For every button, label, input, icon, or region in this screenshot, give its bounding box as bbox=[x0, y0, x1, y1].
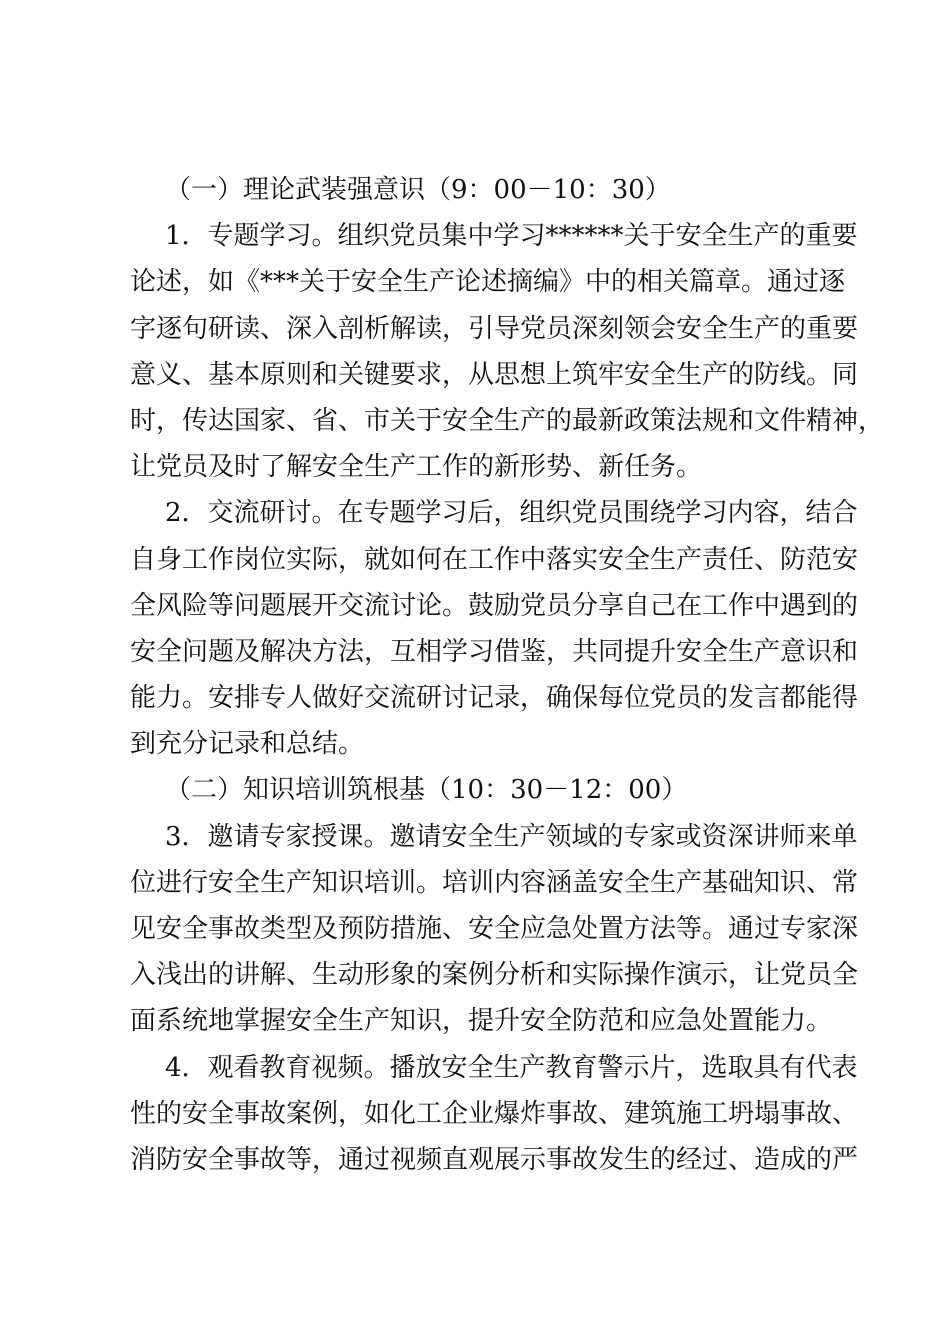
paragraph-line: 让党员及时了解安全生产工作的新形势、新任务。 bbox=[130, 452, 703, 483]
paragraph-line: 消防安全事故等，通过视频直观展示事故发生的经过、造成的严 bbox=[130, 1144, 859, 1175]
paragraph-line: 3．邀请专家授课。邀请安全生产领域的专家或资深讲师来单 bbox=[165, 821, 858, 852]
paragraph-line: 入浅出的讲解、生动形象的案例分析和实际操作演示，让党员全 bbox=[130, 960, 859, 991]
paragraph-line: 4．观看教育视频。播放安全生产教育警示片，选取具有代表 bbox=[165, 1052, 858, 1083]
paragraph-line: 到充分记录和总结。 bbox=[130, 729, 365, 760]
paragraph-line: 全风险等问题展开交流讨论。鼓励党员分享自己在工作中遇到的 bbox=[130, 590, 859, 621]
section-heading bbox=[130, 767, 836, 813]
section-heading bbox=[130, 167, 836, 213]
paragraph-line: 论述，如《***关于安全生产论述摘编》中的相关篇章。通过逐 bbox=[130, 267, 846, 298]
paragraph-line: 面系统地掌握安全生产知识，提升安全防范和应急处置能力。 bbox=[130, 1006, 833, 1037]
document-body bbox=[130, 167, 885, 1183]
paragraph-line: 能力。安排专人做好交流研讨记录，确保每位党员的发言都能得 bbox=[130, 683, 859, 714]
paragraph-line: 性的安全事故案例，如化工企业爆炸事故、建筑施工坍塌事故、 bbox=[130, 1098, 859, 1129]
heading-text: （一）理论武装强意识（9：00－10：30） bbox=[165, 175, 671, 205]
paragraph-line: 1．专题学习。组织党员集中学习******关于安全生产的重要 bbox=[165, 221, 858, 252]
paragraph-line: 见安全事故类型及预防措施、安全应急处置方法等。通过专家深 bbox=[130, 914, 859, 944]
paragraph-line: 2．交流研讨。在专题学习后，组织党员围绕学习内容，结合 bbox=[165, 498, 858, 529]
paragraph bbox=[130, 213, 885, 490]
paragraph-line: 位进行安全生产知识培训。培训内容涵盖安全生产基础知识、常 bbox=[130, 867, 859, 898]
paragraph bbox=[130, 814, 859, 1045]
paragraph-line: 字逐句研读、深入剖析解读，引导党员深刻领会安全生产的重要 bbox=[130, 313, 859, 344]
paragraph-line: 时，传达国家、省、市关于安全生产的最新政策法规和文件精神， bbox=[130, 405, 885, 436]
paragraph-line: 意义、基本原则和关键要求，从思想上筑牢安全生产的防线。同 bbox=[130, 359, 859, 390]
paragraph-line: 自身工作岗位实际，就如何在工作中落实安全生产责任、防范安 bbox=[130, 544, 859, 575]
heading-text: （二）知识培训筑根基（10：30－12：00） bbox=[165, 775, 688, 806]
paragraph-line: 安全问题及解决方法，互相学习借鉴，共同提升安全生产意识和 bbox=[130, 636, 859, 667]
paragraph bbox=[130, 1045, 859, 1184]
paragraph bbox=[130, 490, 859, 767]
